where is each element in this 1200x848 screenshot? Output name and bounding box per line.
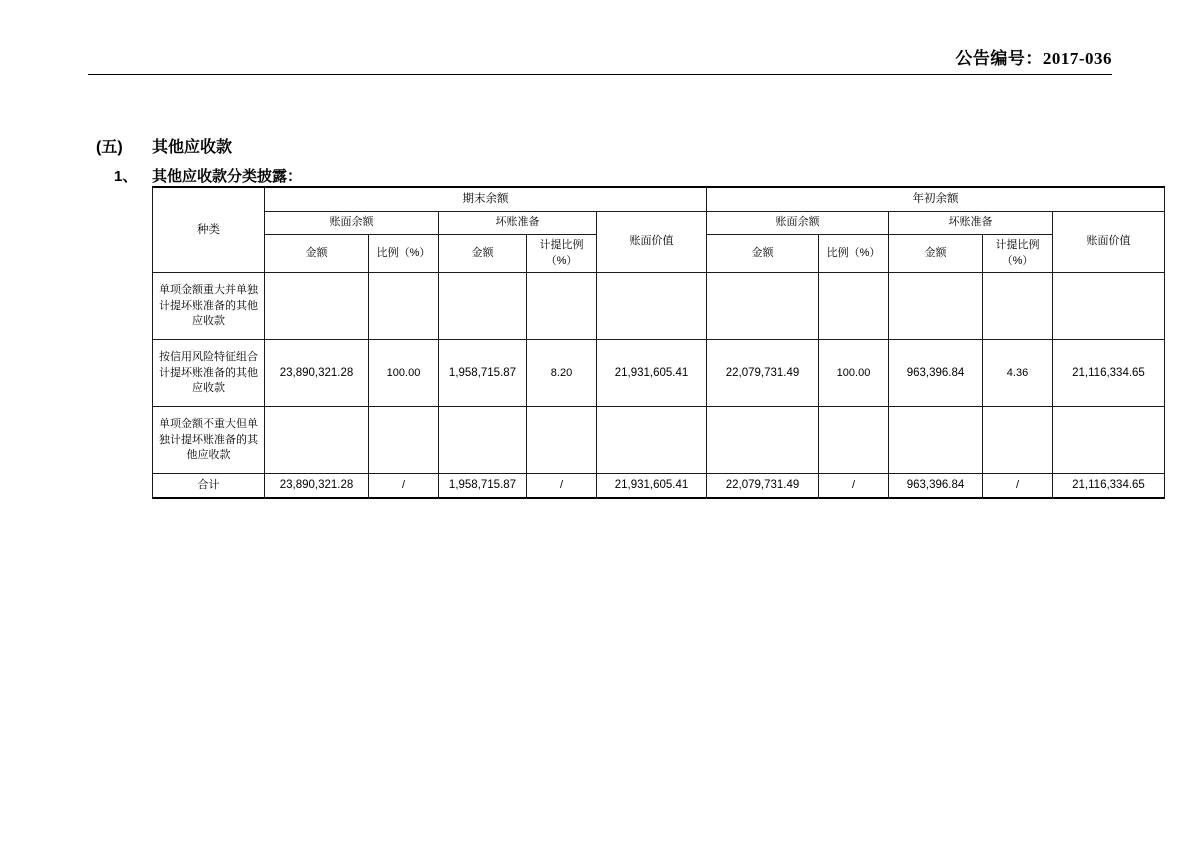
header-begin-bad-debt: 坏账准备 bbox=[889, 211, 1053, 234]
row-begin-amount: 22,079,731.49 bbox=[707, 340, 819, 407]
subsection-heading bbox=[114, 165, 303, 186]
row-category: 单项金额重大并单独计提坏账准备的其他应收款 bbox=[153, 273, 265, 340]
row-begin-book-value bbox=[1053, 407, 1165, 474]
row-end-ratio bbox=[369, 407, 439, 474]
header-category: 种类 bbox=[153, 187, 265, 273]
header-begin-bad-amount: 金额 bbox=[889, 234, 983, 273]
row-end-bad-ratio bbox=[527, 273, 597, 340]
header-end-bad-amount: 金额 bbox=[439, 234, 527, 273]
row-category: 单项金额不重大但单独计提坏账准备的其他应收款 bbox=[153, 407, 265, 474]
row-begin-bad-ratio bbox=[983, 273, 1053, 340]
row-end-bad-ratio bbox=[527, 407, 597, 474]
header-begin-book-balance: 账面余额 bbox=[707, 211, 889, 234]
row-end-bad-amount: 1,958,715.87 bbox=[439, 474, 527, 498]
row-end-bad-ratio: 8.20 bbox=[527, 340, 597, 407]
row-end-ratio: / bbox=[369, 474, 439, 498]
other-receivables-table bbox=[152, 186, 1165, 499]
subsection-title: 其他应收款分类披露： bbox=[152, 168, 303, 185]
row-end-ratio: 100.00 bbox=[369, 340, 439, 407]
row-category: 按信用风险特征组合计提坏账准备的其他应收款 bbox=[153, 340, 265, 407]
row-end-book-value: 21,931,605.41 bbox=[597, 474, 707, 498]
row-category: 合计 bbox=[153, 474, 265, 498]
row-begin-ratio: / bbox=[819, 474, 889, 498]
row-begin-bad-amount bbox=[889, 273, 983, 340]
row-begin-amount bbox=[707, 273, 819, 340]
row-end-bad-amount bbox=[439, 273, 527, 340]
header-divider bbox=[88, 74, 1112, 75]
header-end-amount: 金额 bbox=[265, 234, 369, 273]
row-begin-ratio: 100.00 bbox=[819, 340, 889, 407]
section-title: 其他应收款 bbox=[152, 139, 233, 156]
row-begin-book-value: 21,116,334.65 bbox=[1053, 474, 1165, 498]
table-header-row-group bbox=[153, 187, 1165, 211]
row-begin-book-value bbox=[1053, 273, 1165, 340]
header-end-book-balance: 账面余额 bbox=[265, 211, 439, 234]
row-end-amount: 23,890,321.28 bbox=[265, 340, 369, 407]
subsection-number: 1、 bbox=[114, 168, 138, 185]
disclosure-table-wrapper bbox=[152, 186, 1145, 499]
table-row bbox=[153, 340, 1165, 407]
section-number: (五) bbox=[96, 139, 123, 156]
row-end-ratio bbox=[369, 273, 439, 340]
header-begin-book-value: 账面价值 bbox=[1053, 211, 1165, 273]
announcement-number: 公告编号：2017-036 bbox=[955, 49, 1112, 68]
row-begin-ratio bbox=[819, 407, 889, 474]
row-begin-bad-ratio: 4.36 bbox=[983, 340, 1053, 407]
header-end-bad-debt: 坏账准备 bbox=[439, 211, 597, 234]
section-heading bbox=[96, 134, 232, 157]
header-end-ratio: 比例（%） bbox=[369, 234, 439, 273]
row-begin-bad-ratio: / bbox=[983, 474, 1053, 498]
header-begin-amount: 金额 bbox=[707, 234, 819, 273]
header-period-begin: 年初余额 bbox=[707, 187, 1165, 211]
row-end-bad-amount: 1,958,715.87 bbox=[439, 340, 527, 407]
header-end-bad-ratio: 计提比例（%） bbox=[527, 234, 597, 273]
row-begin-bad-amount: 963,396.84 bbox=[889, 340, 983, 407]
header-begin-ratio: 比例（%） bbox=[819, 234, 889, 273]
header-begin-bad-ratio: 计提比例（%） bbox=[983, 234, 1053, 273]
header-period-end: 期末余额 bbox=[265, 187, 707, 211]
row-begin-amount: 22,079,731.49 bbox=[707, 474, 819, 498]
table-header-row-sub bbox=[153, 211, 1165, 234]
row-begin-bad-ratio bbox=[983, 407, 1053, 474]
row-begin-bad-amount: 963,396.84 bbox=[889, 474, 983, 498]
row-end-amount bbox=[265, 273, 369, 340]
header-end-book-value: 账面价值 bbox=[597, 211, 707, 273]
row-end-amount bbox=[265, 407, 369, 474]
table-row bbox=[153, 273, 1165, 340]
row-begin-bad-amount bbox=[889, 407, 983, 474]
row-end-amount: 23,890,321.28 bbox=[265, 474, 369, 498]
table-total-row bbox=[153, 474, 1165, 498]
row-begin-amount bbox=[707, 407, 819, 474]
row-end-bad-ratio: / bbox=[527, 474, 597, 498]
row-end-book-value bbox=[597, 407, 707, 474]
row-begin-ratio bbox=[819, 273, 889, 340]
table-row bbox=[153, 407, 1165, 474]
row-end-book-value: 21,931,605.41 bbox=[597, 340, 707, 407]
row-end-book-value bbox=[597, 273, 707, 340]
row-begin-book-value: 21,116,334.65 bbox=[1053, 340, 1165, 407]
row-end-bad-amount bbox=[439, 407, 527, 474]
